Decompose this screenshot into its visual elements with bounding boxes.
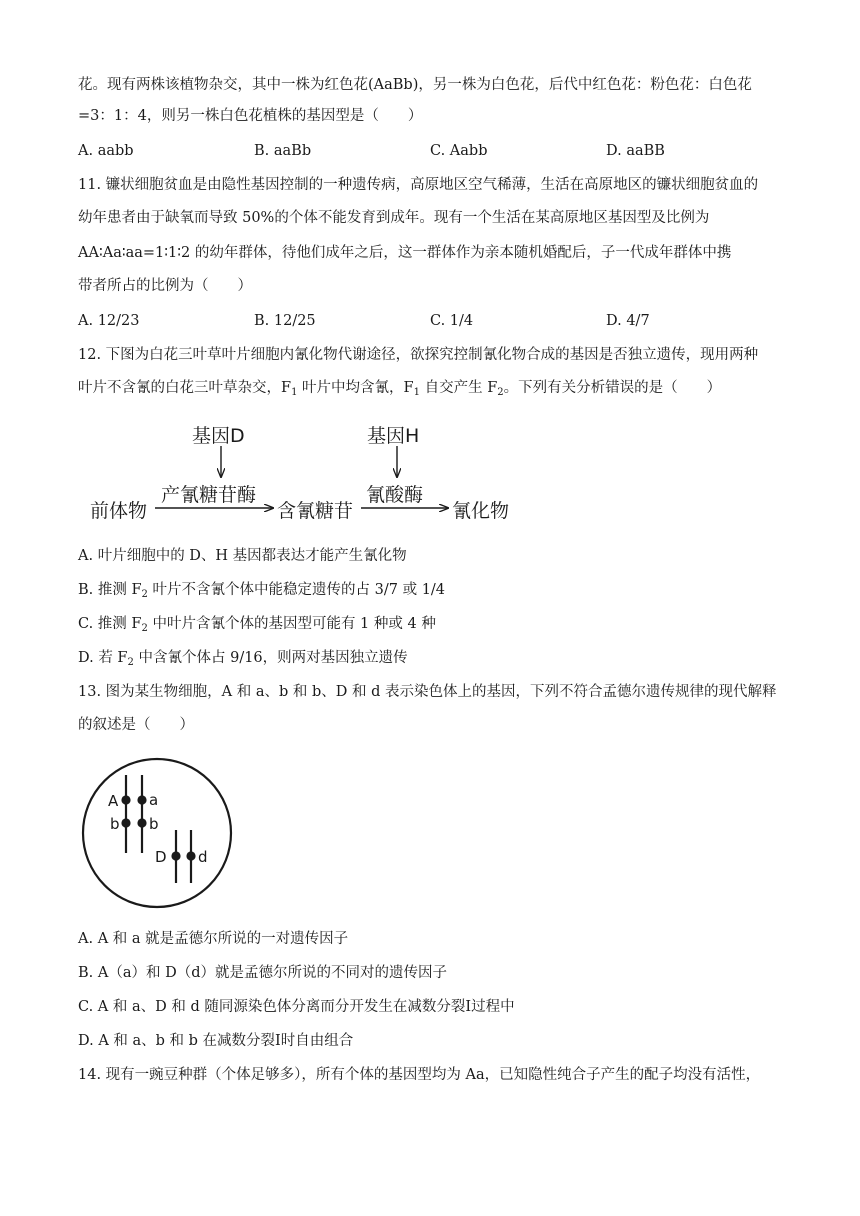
q13-line1: 13. 图为某生物细胞，A 和 a、b 和 b、D 和 d 表示染色体上的基因，下列不符合孟德尔遗传规律的现代解释 <box>78 684 777 700</box>
q13-option-a: A. A 和 a 就是孟德尔所说的一对遗传因子 <box>78 931 349 947</box>
product-label: 氰化物 <box>452 500 510 522</box>
q11-option-b: B. 12/25 <box>254 313 316 329</box>
label-b-right: b <box>149 815 159 833</box>
locus-a <box>137 795 146 804</box>
q10-option-b: B. aaBb <box>254 143 312 159</box>
label-D: D <box>155 848 167 866</box>
q13-option-c: C. A 和 a、D 和 d 随同源染色体分离而分开发生在减数分裂Ⅰ过程中 <box>78 999 515 1015</box>
q10-option-d: D. aaBB <box>606 143 665 159</box>
locus-D <box>171 851 180 860</box>
q11-option-a: A. 12/23 <box>78 313 140 329</box>
q13-option-d: D. A 和 a、b 和 b 在减数分裂Ⅰ时自由组合 <box>78 1033 354 1049</box>
locus-b-left <box>121 818 130 827</box>
precursor-label: 前体物 <box>90 500 148 522</box>
q11-option-c: C. 1/4 <box>430 313 474 329</box>
gene-d-label: 基因D <box>192 425 245 447</box>
q11-line4: 带者所占的比例为（ ） <box>78 278 252 294</box>
label-b-left: b <box>110 815 120 833</box>
q12-option-b: B. 推测 $F_2$ 叶片不含氰个体中能稳定遗传的占 3/7 或 1/4 <box>78 582 446 600</box>
q13-option-b: B. A（a）和 D（d）就是孟德尔所说的不同对的遗传因子 <box>78 965 448 981</box>
q10-option-a: A. aabb <box>78 143 134 159</box>
gene-h-label: 基因H <box>367 425 420 447</box>
q12-line2: 叶片不含氰的白花三叶草杂交，$F_1$ 叶片中均含氰，$F_1$ 自交产生 $F_2$。下列有关分析错误的是（ ） <box>78 380 722 398</box>
label-a: a <box>149 791 159 809</box>
q12-option-c: C. 推测 $F_2$ 中叶片含氰个体的基因型可能有 1 种或 4 种 <box>78 616 436 634</box>
q10-line2: =3：1：4，则另一株白色花植株的基因型是（ ） <box>78 108 423 124</box>
q12-line1: 12. 下图为白花三叶草叶片细胞内氰化物代谢途径，欲探究控制氰化物合成的基因是否独立遗传，现用两种 <box>78 347 759 363</box>
cell-diagram <box>78 755 238 915</box>
q11-line2: 幼年患者由于缺氧而导致 50%的个体不能发育到成年。现有一个生活在某高原地区基因型及比例为 <box>78 210 710 226</box>
pathway-arrows <box>0 0 860 560</box>
q12-option-a: A. 叶片细胞中的 D、H 基因都表达才能产生氰化物 <box>78 548 407 564</box>
q10-line1: 花。现有两株该植物杂交，其中一株为红色花(AaBb)，另一株为白色花，后代中红色花：粉色花：白色花 <box>78 77 752 93</box>
q11-line1: 11. 镰状细胞贫血是由隐性基因控制的一种遗传病，高原地区空气稀薄，生活在高原地区的镰状细胞贫血的 <box>78 177 759 193</box>
label-d: d <box>198 848 208 866</box>
cell-membrane <box>83 759 231 907</box>
q10-option-c: C. Aabb <box>430 143 488 159</box>
q13-line2: 的叙述是（ ） <box>78 717 194 733</box>
q11-line3: AA∶Aa∶aa=1∶1∶2 的幼年群体，待他们成年之后，这一群体作为亲本随机婚配后，子一代成年群体中携 <box>78 245 732 261</box>
q14-line1: 14. 现有一豌豆种群（个体足够多），所有个体的基因型均为 Aa，已知隐性纯合子产生的配子均没有活性， <box>78 1067 761 1083</box>
intermediate-label: 含氰糖苷 <box>277 500 354 522</box>
q12-option-d: D. 若 $F_2$ 中含氰个体占 9/16，则两对基因独立遗传 <box>78 650 408 668</box>
enzyme1-label: 产氰糖苷酶 <box>161 484 257 506</box>
locus-d <box>186 851 195 860</box>
q11-option-d: D. 4/7 <box>606 313 650 329</box>
locus-b-right <box>137 818 146 827</box>
locus-A <box>121 795 130 804</box>
enzyme2-label: 氰酸酶 <box>366 484 424 506</box>
label-A: A <box>108 792 119 810</box>
